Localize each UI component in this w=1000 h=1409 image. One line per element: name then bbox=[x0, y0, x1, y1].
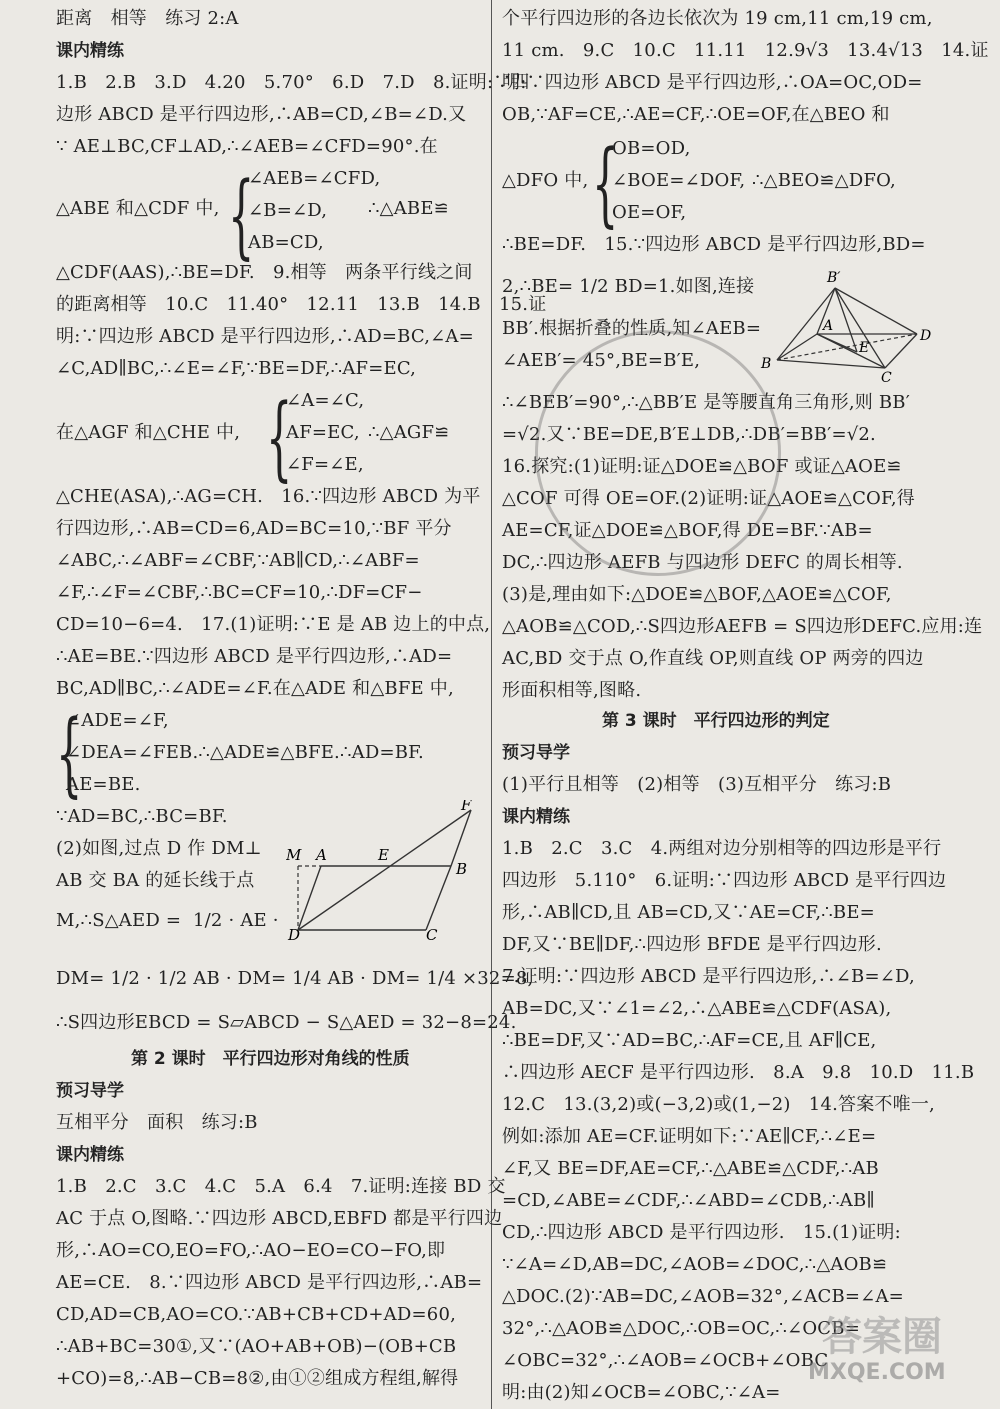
text-line: CD,AD=CB,AO=CO.∵AB+CB+CD+AD=60, bbox=[56, 1304, 457, 1325]
text-line: 形,∴AO=CO,EO=FO,∴AO−EO=CO−FO,即 bbox=[56, 1240, 446, 1261]
text-line: 形面积相等,图略. bbox=[502, 680, 642, 701]
text-line: 11 cm. 9.C 10.C 11.11 12.9√3 13.4√13 14.证 bbox=[502, 40, 989, 61]
system-line: ∠F=∠E, bbox=[286, 454, 364, 475]
text-line: 互相平分 面积 练习:B bbox=[56, 1112, 258, 1133]
text-line: 16.探究:(1)证明:证△DOE≌△BOF 或证△AOE≌ bbox=[502, 456, 902, 477]
text-line: ∴BE=DF,又∵AD=BC,∴AF=CE,且 AF∥CE, bbox=[502, 1030, 877, 1051]
figure-label: B′ bbox=[827, 270, 841, 286]
text-line: △CDF(AAS),∴BE=DF. 9.相等 两条平行线之间 bbox=[56, 262, 473, 283]
brace: { bbox=[228, 162, 255, 269]
section-heading: 课内精练 bbox=[56, 41, 124, 61]
brace: { bbox=[592, 130, 619, 237]
figure-label: E bbox=[859, 340, 870, 356]
text-line: ∠OBC=32°,∴∠AOB=∠OCB+∠OBC bbox=[502, 1350, 829, 1371]
formula-line: DM= 1/2 · 1/2 AB · DM= 1/4 AB · DM= 1/4 ×32=8, bbox=[56, 968, 534, 989]
text-line: ∴BE=DF. 15.∵四边形 ABCD 是平行四边形,BD= bbox=[502, 234, 926, 255]
text-line: ∵ AE⊥BC,CF⊥AD,∴∠AEB=∠CFD=90°.在 bbox=[56, 136, 438, 157]
text-line: OB,∵AF=CE,∴AE=CF,∴OE=OF,在△BEO 和 bbox=[502, 104, 890, 125]
text-line: 行四边形,∴AB=CD=6,AD=BC=10,∵BF 平分 bbox=[56, 518, 452, 539]
text-line: (2)如图,过点 D 作 DM⊥ bbox=[56, 838, 262, 859]
watermark-url: MXQE.COM bbox=[808, 1360, 946, 1385]
brace: { bbox=[56, 700, 83, 807]
text-line: ∠F,又 BE=DF,AE=CF,∴△ABE≌△CDF,∴AB bbox=[502, 1158, 879, 1179]
text-line: 的距离相等 10.C 11.40° 12.11 13.B 14.B 15.证 bbox=[56, 294, 547, 315]
system-line: OE=OF, bbox=[612, 202, 687, 223]
text-line: △DOC.(2)∵AB=DC,∠AOB=32°,∠ACB=∠A= bbox=[502, 1286, 904, 1307]
text-line: =CD,∠ABE=∠CDF,∴∠ABD=∠CDB,∴AB∥ bbox=[502, 1190, 875, 1211]
system-line: ∠B=∠D, bbox=[248, 200, 328, 221]
text-line: △CHE(ASA),∴AG=CH. 16.∵四边形 ABCD 为平 bbox=[56, 486, 481, 507]
text-line: 边形 ABCD 是平行四边形,∴AB=CD,∠B=∠D.又 bbox=[56, 104, 467, 125]
brace: { bbox=[266, 384, 293, 491]
text-line: 1.B 2.C 3.C 4.C 5.A 6.4 7.证明:连接 BD 交 bbox=[56, 1176, 506, 1197]
figure-label: A bbox=[316, 846, 327, 864]
system-line: ∠AEB=∠CFD, bbox=[248, 168, 381, 189]
text-line: ∴四边形 AECF 是平行四边形. 8.A 9.8 10.D 11.B bbox=[502, 1062, 975, 1083]
text-line: ∵∠A=∠D,AB=DC,∠AOB=∠DOC,∴△AOB≌ bbox=[502, 1254, 888, 1275]
system-line: ∠A=∠C, bbox=[286, 390, 365, 411]
system-prefix: △ABE 和△CDF 中, bbox=[56, 198, 220, 219]
text-line: 2,∴BE= 1/2 BD=1.如图,连接 bbox=[502, 276, 755, 297]
text-line: ∠C,AD∥BC,∴∠E=∠F,∵BE=DF,∴AF=EC, bbox=[56, 358, 417, 379]
text-line: AC,BD 交于点 O,作直线 OP,则直线 OP 两旁的四边 bbox=[502, 648, 924, 669]
section-heading: 课内精练 bbox=[56, 1145, 124, 1165]
lesson-title: 第 2 课时 平行四边形对角线的性质 bbox=[131, 1049, 410, 1069]
figure-label: B bbox=[761, 356, 772, 372]
text-line: DF,又∵BE∥DF,∴四边形 BFDE 是平行四边形. bbox=[502, 934, 882, 955]
fold-figure-2 bbox=[757, 268, 937, 383]
text-line: AB 交 BA 的延长线于点 bbox=[56, 870, 255, 891]
figure-label: A bbox=[823, 318, 834, 334]
figure-label: C bbox=[881, 370, 892, 383]
text-line: ∠ABC,∴∠ABF=∠CBF,∵AB∥CD,∴∠ABF= bbox=[56, 550, 420, 571]
text-line: (3)是,理由如下:△DOE≌△BOF,△AOE≌△COF, bbox=[502, 584, 892, 605]
system-line: AE=BE. bbox=[66, 774, 141, 795]
text-line: 个平行四边形的各边长依次为 19 cm,11 cm,19 cm, bbox=[502, 8, 933, 29]
text-line: ∴AB+BC=30①,又∵(AO+AB+OB)−(OB+CB bbox=[56, 1336, 457, 1357]
text-line: BC,AD∥BC,∴∠ADE=∠F.在△ADE 和△BFE 中, bbox=[56, 678, 454, 699]
system-suffix: ∴△ABE≌ bbox=[368, 198, 449, 219]
system-suffix: ∴△AGF≌ bbox=[368, 422, 450, 443]
text-line: (1)平行且相等 (2)相等 (3)互相平分 练习:B bbox=[502, 774, 892, 795]
system-line: ∠DEA=∠FEB.∴△ADE≌△BFE.∴AD=BF. bbox=[66, 742, 424, 763]
text-line: ∠AEB′= 45°,BE=B′E, bbox=[502, 350, 701, 371]
section-heading: 预习导学 bbox=[56, 1081, 124, 1101]
parallelogram-figure-1 bbox=[286, 800, 486, 940]
text-line: ∴∠BEB′=90°,∴△BB′E 是等腰直角三角形,则 BB′ bbox=[502, 392, 911, 413]
text-line: AE=CE. 8.∵四边形 ABCD 是平行四边形,∴AB= bbox=[56, 1272, 483, 1293]
text-line: =√2.又∵BE=DE,B′E⊥DB,∴DB′=BB′=√2. bbox=[502, 424, 876, 445]
text-line: AE=CF,证△DOE≌△BOF,得 DE=BF.∵AB= bbox=[502, 520, 873, 541]
system-prefix: △DFO 中, bbox=[502, 170, 589, 191]
text-line: 明:由(2)知∠OCB=∠OBC,∵∠A= bbox=[502, 1382, 781, 1403]
figure-label: F bbox=[461, 800, 472, 814]
system-line: ∠ADE=∠F, bbox=[66, 710, 169, 731]
text-line: CD,∴四边形 ABCD 是平行四边形. 15.(1)证明: bbox=[502, 1222, 901, 1243]
text-line: 四边形 5.110° 6.证明:∵四边形 ABCD 是平行四边 bbox=[502, 870, 947, 891]
text-line: AC 于点 O,图略.∵四边形 ABCD,EBFD 都是平行四边 bbox=[56, 1208, 503, 1229]
text-line: 明:∵四边形 ABCD 是平行四边形,∴OA=OC,OD= bbox=[502, 72, 923, 93]
area-line: ∴S四边形EBCD = S▱ABCD − S△AED = 32−8=24. bbox=[56, 1012, 517, 1033]
text-line: DC,∴四边形 AEFB 与四边形 DEFC 的周长相等. bbox=[502, 552, 903, 573]
system-line: AF=EC, bbox=[286, 422, 360, 443]
text-line: BB′.根据折叠的性质,知∠AEB= bbox=[502, 318, 762, 339]
text-line: ∴AE=BE.∵四边形 ABCD 是平行四边形,∴AD= bbox=[56, 646, 453, 667]
text-line: 7.证明:∵四边形 ABCD 是平行四边形,∴∠B=∠D, bbox=[502, 966, 915, 987]
watermark-logo: 答案圈 bbox=[822, 1314, 942, 1360]
system-suffix: ∴△BEO≌△DFO, bbox=[752, 170, 896, 191]
figure-label: E bbox=[378, 846, 389, 864]
text-line: +CO)=8,∴AB−CB=8②,由①②组成方程组,解得 bbox=[56, 1368, 459, 1389]
text-line: △AOB≌△COD,∴S四边形AEFB = S四边形DEFC.应用:连 bbox=[502, 616, 983, 637]
section-heading: 课内精练 bbox=[502, 807, 570, 827]
system-line: AB=CD, bbox=[248, 232, 324, 253]
figure-label: C bbox=[426, 926, 438, 940]
figure-label: D bbox=[288, 926, 301, 940]
text-line: CD=10−6=4. 17.(1)证明:∵E 是 AB 边上的中点, bbox=[56, 614, 491, 635]
text-line: ∵AD=BC,∴BC=BF. bbox=[56, 806, 228, 827]
text-line: 形,∴AB∥CD,且 AB=CD,又∵AE=CF,∴BE= bbox=[502, 902, 875, 923]
text-line: △COF 可得 OE=OF.(2)证明:证△AOE≌△COF,得 bbox=[502, 488, 916, 509]
figure-label: D bbox=[920, 328, 932, 344]
system-line: ∠BOE=∠DOF, bbox=[612, 170, 746, 191]
system-line: OB=OD, bbox=[612, 138, 691, 159]
text-line: 32°,∴△AOB≌△DOC,∴OB=OC,∴∠OCB= bbox=[502, 1318, 860, 1339]
text-line: 距离 相等 练习 2:A bbox=[56, 8, 239, 29]
system-prefix: 在△AGF 和△CHE 中, bbox=[56, 422, 241, 443]
text-line: 1.B 2.B 3.D 4.20 5.70° 6.D 7.D 8.证明:∵四 bbox=[56, 72, 530, 93]
text-line: ∠F,∴∠F=∠CBF,∴BC=CF=10,∴DF=CF− bbox=[56, 582, 423, 603]
figure-label: B bbox=[456, 860, 468, 878]
text-line: 12.C 13.(3,2)或(−3,2)或(1,−2) 14.答案不唯一, bbox=[502, 1094, 935, 1115]
text-line: AB=DC,又∵∠1=∠2,∴△ABE≌△CDF(ASA), bbox=[502, 998, 892, 1019]
text-line: 1.B 2.C 3.C 4.两组对边分别相等的四边形是平行 bbox=[502, 838, 942, 859]
section-heading: 预习导学 bbox=[502, 743, 570, 763]
text-line: M,∴S△AED = 1/2 · AE · bbox=[56, 910, 279, 931]
lesson-title: 第 3 课时 平行四边形的判定 bbox=[602, 711, 830, 731]
text-line: 明:∵四边形 ABCD 是平行四边形,∴AD=BC,∠A= bbox=[56, 326, 474, 347]
text-line: 例如:添加 AE=CF.证明如下:∵AE∥CF,∴∠E= bbox=[502, 1126, 877, 1147]
figure-label: M bbox=[286, 846, 302, 864]
